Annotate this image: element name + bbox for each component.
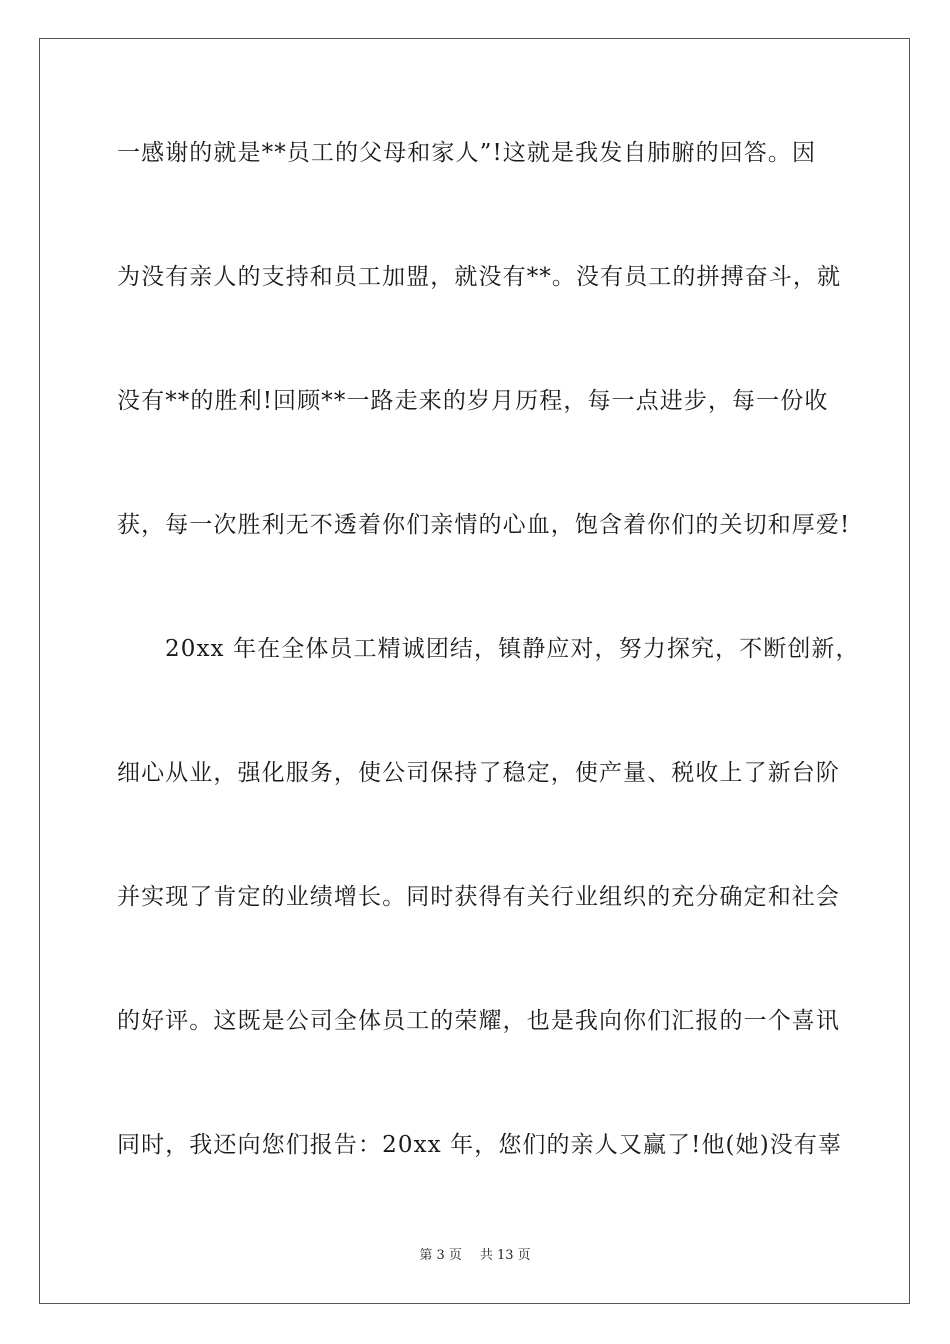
page-number: 第 3 页 [419, 1248, 462, 1263]
body-text-line: 一感谢的就是**员工的父母和家人”!这就是我发自肺腑的回答。因 [117, 140, 817, 166]
body-text-line: 同时，我还向您们报告：20xx 年，您们的亲人又赢了!他(她)没有辜 [117, 1132, 843, 1158]
body-text-line: 细心从业，强化服务，使公司保持了稳定，使产量、税收上了新台阶 [117, 760, 840, 786]
page-footer [0, 1247, 950, 1265]
page-total: 共 13 页 [479, 1248, 531, 1263]
body-text-line: 并实现了肯定的业绩增长。同时获得有关行业组织的充分确定和社会 [117, 884, 840, 910]
body-text-line: 的好评。这既是公司全体员工的荣耀，也是我向你们汇报的一个喜讯 [117, 1008, 840, 1034]
body-text-line: 获，每一次胜利无不透着你们亲情的心血，饱含着你们的关切和厚爱! [117, 512, 851, 538]
body-text-line: 为没有亲人的支持和员工加盟，就没有**。没有员工的拼搏奋斗，就 [117, 264, 842, 290]
paragraph-first-line: 20xx 年在全体员工精诚团结，镇静应对，努力探究，不断创新， [165, 636, 860, 662]
page-border [39, 38, 910, 1304]
body-text-line: 没有**的胜利!回顾**一路走来的岁月历程，每一点进步，每一份收 [117, 388, 829, 414]
